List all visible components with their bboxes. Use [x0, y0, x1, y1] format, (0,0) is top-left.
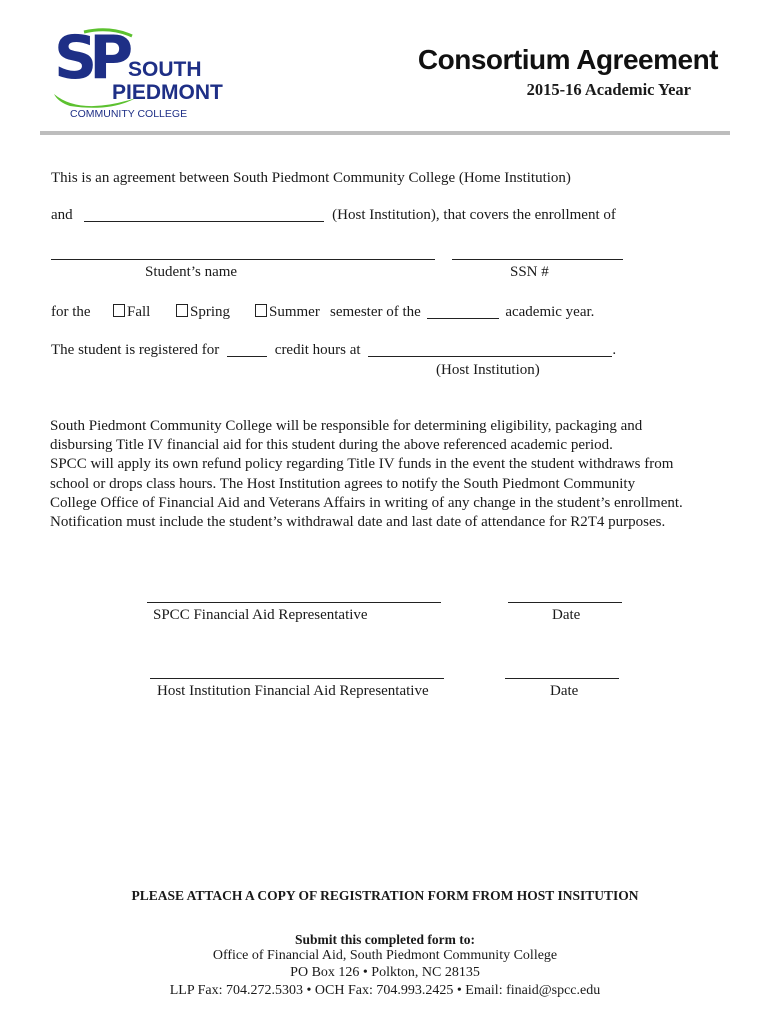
spcc-rep-label: SPCC Financial Aid Representative [153, 607, 368, 623]
spcc-rep-signature-line[interactable] [147, 602, 441, 603]
host-institution-label: (Host Institution) [436, 362, 540, 378]
logo-piedmont-text: PIEDMONT [112, 81, 223, 104]
logo-letters: SP [54, 23, 126, 93]
and-label: and [51, 207, 73, 223]
host-institution-suffix: (Host Institution), that covers the enrollment of [332, 207, 616, 223]
host-institution-name-field[interactable] [84, 207, 324, 222]
registered-host-institution-field[interactable] [368, 342, 612, 357]
host-date-label: Date [550, 683, 579, 699]
contact-line: LLP Fax: 704.272.5303 • OCH Fax: 704.993.2425 • Email: finaid@spcc.edu [169, 983, 601, 998]
submit-heading: Submit this completed form to: [295, 932, 475, 947]
paragraph-line: disbursing Title IV financial aid for this student during the above referenced academic period. [50, 437, 613, 454]
paragraph-line: College Office of Financial Aid and Veterans Affairs in writing of any change in the student’s enrollment. [50, 494, 683, 511]
academic-year-subtitle: 2015-16 Academic Year [526, 80, 691, 99]
student-name-label: Student’s name [145, 264, 238, 280]
academic-year-field[interactable] [427, 304, 499, 319]
fall-label: Fall [127, 304, 151, 320]
paragraph-line: school or drops class hours. The Host Institution agrees to notify the South Piedmont Community [50, 475, 636, 492]
college-logo [40, 23, 240, 124]
spring-checkbox[interactable] [176, 304, 188, 317]
semester-line [330, 304, 594, 321]
paragraph-line: South Piedmont Community College will be responsible for determining eligibility, packaging and [50, 418, 643, 434]
spring-option[interactable] [176, 304, 230, 321]
credit-hours-field[interactable] [227, 342, 267, 357]
responsibility-paragraph [50, 417, 730, 532]
student-name-field[interactable] [51, 259, 435, 260]
office-address-line: Office of Financial Aid, South Piedmont Community College [212, 948, 558, 963]
attach-notice: PLEASE ATTACH A COPY OF REGISTRATION FORM FROM HOST INSITUTION [131, 888, 639, 903]
host-institution-line [51, 207, 616, 224]
paragraph-line: SPCC will apply its own refund policy regarding Title IV funds in the event the student withdraws from [50, 456, 674, 473]
host-date-line[interactable] [505, 678, 619, 679]
header-divider [40, 131, 730, 135]
agreement-intro-line: This is an agreement between South Piedmont Community College (Home Institution) [51, 170, 571, 186]
fall-checkbox[interactable] [113, 304, 125, 317]
registration-end-period: . [612, 342, 617, 358]
registered-prefix: The student is registered for [51, 342, 220, 358]
logo-community-college-text: COMMUNITY COLLEGE [70, 108, 188, 120]
po-box-line: PO Box 126 • Polkton, NC 28135 [290, 965, 480, 980]
ssn-label: SSN # [510, 264, 549, 280]
registration-line [51, 342, 616, 359]
summer-option[interactable] [255, 304, 320, 321]
semester-text: semester of the [330, 304, 421, 320]
credit-hours-at-text: credit hours at [274, 342, 361, 358]
document-title: Consortium Agreement [417, 44, 718, 75]
fall-option[interactable] [113, 304, 150, 321]
summer-checkbox[interactable] [255, 304, 267, 317]
spring-label: Spring [190, 304, 231, 320]
host-rep-signature-line[interactable] [150, 678, 444, 679]
for-the-label: for the [51, 304, 91, 320]
spcc-date-line[interactable] [508, 602, 622, 603]
paragraph-line: Notification must include the student’s withdrawal date and last date of attendance for R2T4 purposes. [50, 514, 666, 531]
summer-label: Summer [269, 304, 320, 320]
logo-south-text: SOUTH [128, 58, 202, 81]
ssn-field[interactable] [452, 259, 623, 260]
academic-year-text: academic year. [505, 304, 595, 320]
spcc-date-label: Date [552, 607, 581, 623]
host-rep-label: Host Institution Financial Aid Representative [157, 683, 429, 699]
